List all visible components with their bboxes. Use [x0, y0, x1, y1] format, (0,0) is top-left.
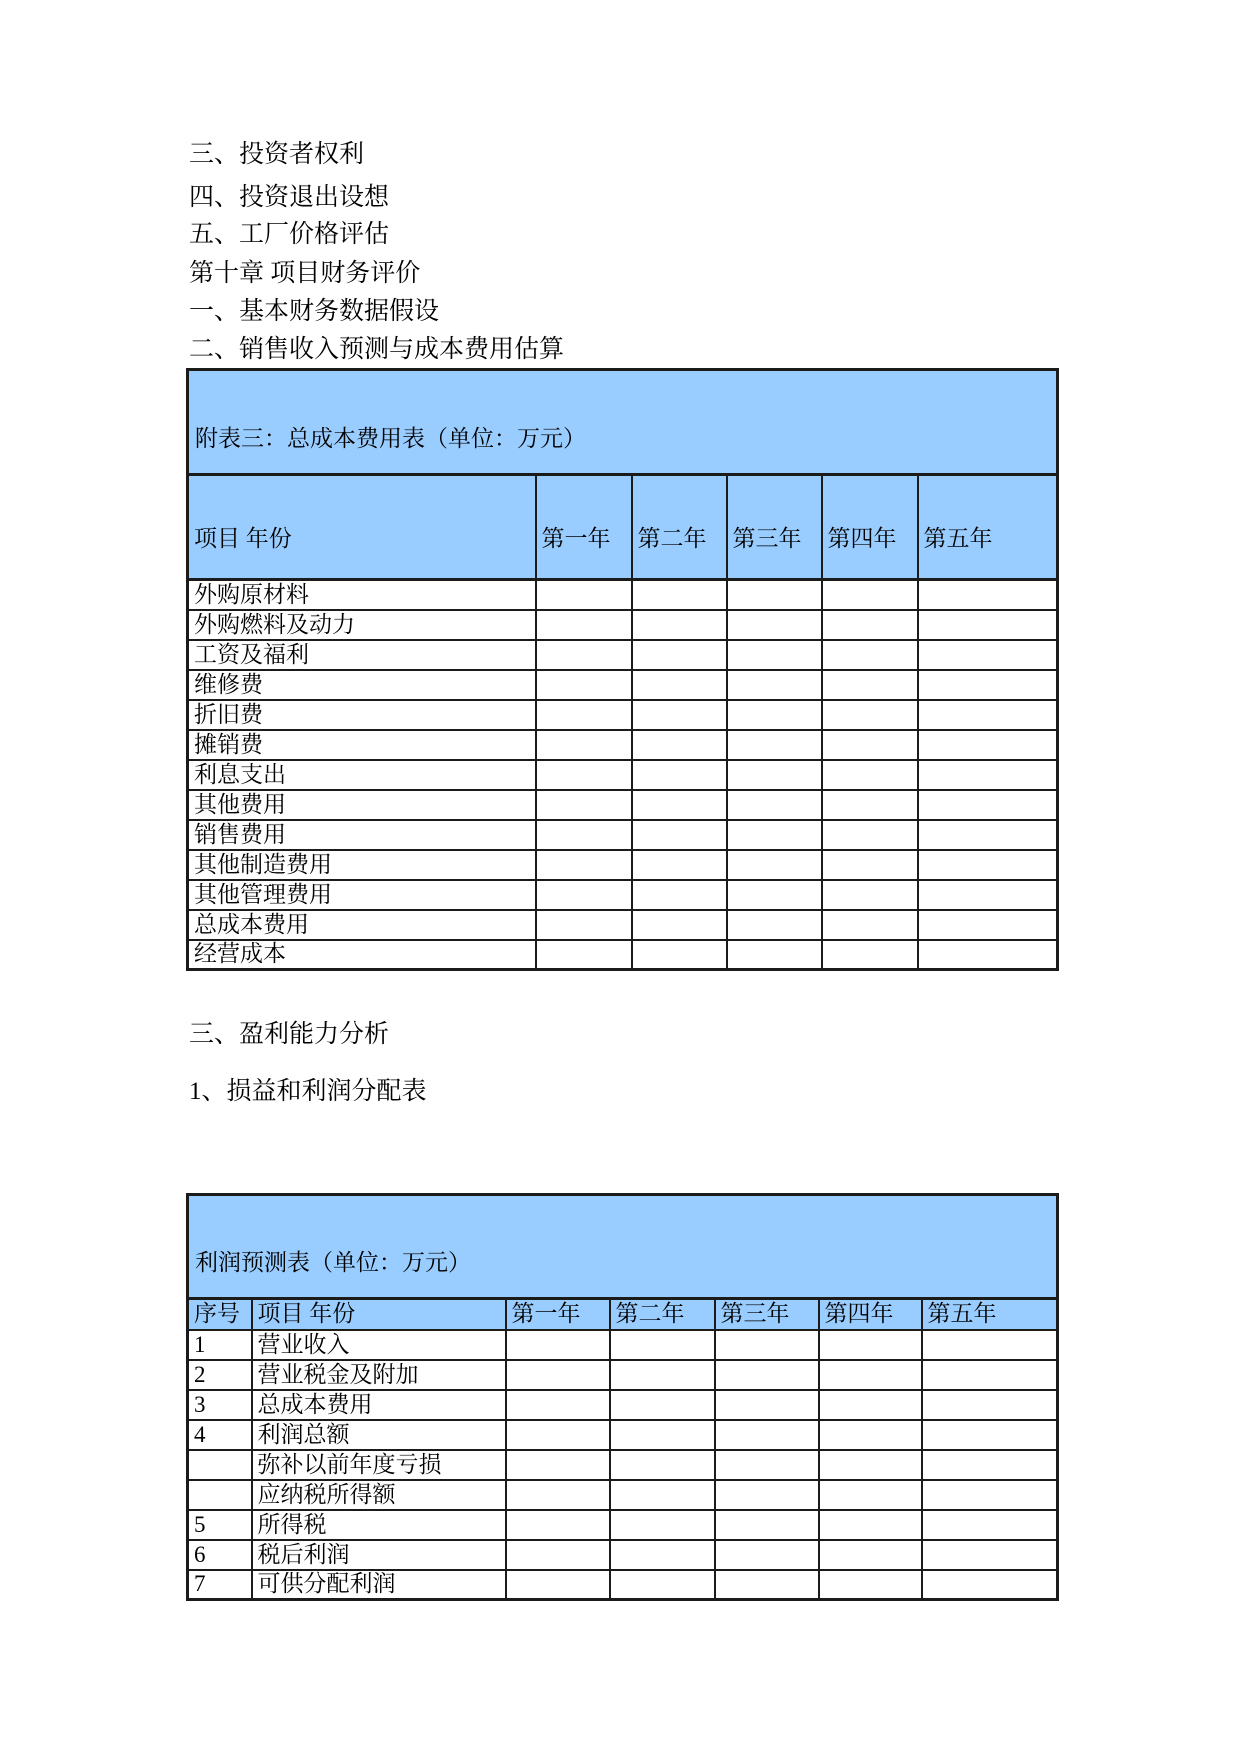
- value-cell: [632, 700, 727, 730]
- value-cell: [822, 790, 918, 820]
- heading-toc-investment-exit: 四、投资退出设想: [189, 184, 390, 211]
- table-title: 利润预测表（单位：万元）: [188, 1195, 1058, 1299]
- value-cell: [632, 850, 727, 880]
- value-cell: [715, 1450, 819, 1480]
- value-cell: [610, 1420, 715, 1450]
- heading-sales-forecast: 二、销售收入预测与成本费用估算: [189, 336, 565, 363]
- value-cell: [727, 760, 822, 790]
- value-cell: [506, 1390, 610, 1420]
- value-cell: [506, 1570, 610, 1600]
- value-cell: [819, 1570, 922, 1600]
- value-cell: [922, 1360, 1058, 1390]
- value-cell: [727, 640, 822, 670]
- table-row: [188, 940, 1058, 970]
- heading-basic-financial-data: 一、基本财务数据假设: [189, 298, 440, 325]
- table-row: [188, 1510, 1058, 1540]
- column-header: 第三年: [727, 475, 822, 580]
- value-cell: [918, 760, 1058, 790]
- table-row: [188, 670, 1058, 700]
- row-label: 营业税金及附加: [252, 1360, 506, 1390]
- table-row: [188, 1570, 1058, 1600]
- value-cell: [610, 1510, 715, 1540]
- row-label: 弥补以前年度亏损: [252, 1450, 506, 1480]
- value-cell: [822, 610, 918, 640]
- value-cell: [727, 940, 822, 970]
- value-cell: [918, 820, 1058, 850]
- table-row: [188, 1360, 1058, 1390]
- value-cell: [819, 1390, 922, 1420]
- value-cell: [918, 940, 1058, 970]
- table-row: [188, 1420, 1058, 1450]
- row-label: 其他制造费用: [188, 850, 536, 880]
- row-index: 3: [188, 1390, 252, 1420]
- value-cell: [536, 820, 632, 850]
- table-title-row: [188, 1195, 1058, 1299]
- value-cell: [715, 1540, 819, 1570]
- value-cell: [632, 940, 727, 970]
- row-index: 7: [188, 1570, 252, 1600]
- value-cell: [632, 880, 727, 910]
- value-cell: [610, 1540, 715, 1570]
- value-cell: [727, 670, 822, 700]
- row-label: 应纳税所得额: [252, 1480, 506, 1510]
- value-cell: [727, 610, 822, 640]
- value-cell: [715, 1360, 819, 1390]
- row-index: 6: [188, 1540, 252, 1570]
- column-header: 第四年: [822, 475, 918, 580]
- column-header: 第四年: [819, 1299, 922, 1330]
- row-label: 折旧费: [188, 700, 536, 730]
- value-cell: [918, 880, 1058, 910]
- row-label: 外购原材料: [188, 580, 536, 610]
- value-cell: [727, 850, 822, 880]
- row-index: 4: [188, 1420, 252, 1450]
- row-label: 利息支出: [188, 760, 536, 790]
- value-cell: [727, 880, 822, 910]
- row-index: 2: [188, 1360, 252, 1390]
- column-header: 第五年: [918, 475, 1058, 580]
- value-cell: [922, 1510, 1058, 1540]
- heading-toc-factory-price: 五、工厂价格评估: [189, 221, 390, 248]
- value-cell: [922, 1450, 1058, 1480]
- value-cell: [819, 1540, 922, 1570]
- table-row: [188, 700, 1058, 730]
- row-label: 利润总额: [252, 1420, 506, 1450]
- table-row: [188, 1450, 1058, 1480]
- value-cell: [918, 910, 1058, 940]
- value-cell: [918, 670, 1058, 700]
- value-cell: [727, 790, 822, 820]
- value-cell: [822, 940, 918, 970]
- row-label: 总成本费用: [188, 910, 536, 940]
- value-cell: [918, 580, 1058, 610]
- value-cell: [536, 730, 632, 760]
- value-cell: [922, 1420, 1058, 1450]
- value-cell: [715, 1330, 819, 1360]
- value-cell: [610, 1390, 715, 1420]
- row-index: [188, 1450, 252, 1480]
- table-row: [188, 730, 1058, 760]
- value-cell: [819, 1480, 922, 1510]
- value-cell: [506, 1330, 610, 1360]
- value-cell: [536, 580, 632, 610]
- value-cell: [715, 1480, 819, 1510]
- column-header: 第二年: [610, 1299, 715, 1330]
- value-cell: [822, 700, 918, 730]
- value-cell: [536, 670, 632, 700]
- value-cell: [822, 760, 918, 790]
- value-cell: [822, 730, 918, 760]
- value-cell: [727, 700, 822, 730]
- value-cell: [632, 910, 727, 940]
- value-cell: [822, 670, 918, 700]
- table-row: [188, 1480, 1058, 1510]
- value-cell: [632, 820, 727, 850]
- row-label: 其他费用: [188, 790, 536, 820]
- value-cell: [918, 850, 1058, 880]
- table-row: [188, 760, 1058, 790]
- value-cell: [922, 1390, 1058, 1420]
- value-cell: [922, 1480, 1058, 1510]
- value-cell: [536, 940, 632, 970]
- value-cell: [506, 1480, 610, 1510]
- row-label: 所得税: [252, 1510, 506, 1540]
- value-cell: [632, 580, 727, 610]
- value-cell: [918, 700, 1058, 730]
- row-label: 经营成本: [188, 940, 536, 970]
- value-cell: [506, 1420, 610, 1450]
- value-cell: [610, 1480, 715, 1510]
- table-row: [188, 1330, 1058, 1360]
- column-header: 第一年: [536, 475, 632, 580]
- value-cell: [819, 1360, 922, 1390]
- value-cell: [922, 1570, 1058, 1600]
- row-label: 税后利润: [252, 1540, 506, 1570]
- value-cell: [822, 850, 918, 880]
- value-cell: [632, 640, 727, 670]
- table-row: [188, 610, 1058, 640]
- value-cell: [822, 640, 918, 670]
- value-cell: [918, 640, 1058, 670]
- value-cell: [632, 670, 727, 700]
- table-row: [188, 820, 1058, 850]
- value-cell: [918, 610, 1058, 640]
- value-cell: [506, 1450, 610, 1480]
- table-row: [188, 880, 1058, 910]
- column-header: 第三年: [715, 1299, 819, 1330]
- table-row: [188, 1540, 1058, 1570]
- row-label: 销售费用: [188, 820, 536, 850]
- table-header-row: [188, 475, 1058, 580]
- row-label: 营业收入: [252, 1330, 506, 1360]
- value-cell: [822, 820, 918, 850]
- value-cell: [822, 580, 918, 610]
- column-header: 第五年: [922, 1299, 1058, 1330]
- table-row: [188, 1390, 1058, 1420]
- table-row: [188, 580, 1058, 610]
- value-cell: [632, 790, 727, 820]
- table-row: [188, 910, 1058, 940]
- value-cell: [922, 1330, 1058, 1360]
- value-cell: [610, 1330, 715, 1360]
- value-cell: [922, 1540, 1058, 1570]
- table-header-row: [188, 1299, 1058, 1330]
- row-label: 其他管理费用: [188, 880, 536, 910]
- table-row: [188, 790, 1058, 820]
- table-title-row: [188, 370, 1058, 475]
- value-cell: [610, 1570, 715, 1600]
- value-cell: [536, 910, 632, 940]
- value-cell: [506, 1360, 610, 1390]
- row-label: 维修费: [188, 670, 536, 700]
- total-cost-table: [186, 368, 1059, 971]
- value-cell: [632, 760, 727, 790]
- value-cell: [536, 610, 632, 640]
- heading-chapter-10: 第十章 项目财务评价: [189, 260, 421, 287]
- value-cell: [819, 1450, 922, 1480]
- heading-profit-distribution: 1、损益和利润分配表: [189, 1078, 427, 1105]
- heading-profitability-analysis: 三、盈利能力分析: [189, 1021, 390, 1048]
- value-cell: [822, 910, 918, 940]
- value-cell: [536, 880, 632, 910]
- row-label: 工资及福利: [188, 640, 536, 670]
- value-cell: [715, 1420, 819, 1450]
- value-cell: [536, 760, 632, 790]
- row-index: 5: [188, 1510, 252, 1540]
- value-cell: [727, 580, 822, 610]
- table-row: [188, 850, 1058, 880]
- value-cell: [918, 790, 1058, 820]
- value-cell: [715, 1390, 819, 1420]
- row-index: 1: [188, 1330, 252, 1360]
- row-label: 外购燃料及动力: [188, 610, 536, 640]
- value-cell: [819, 1510, 922, 1540]
- value-cell: [610, 1450, 715, 1480]
- value-cell: [632, 730, 727, 760]
- value-cell: [727, 910, 822, 940]
- value-cell: [506, 1510, 610, 1540]
- table-title: 附表三：总成本费用表（单位：万元）: [188, 370, 1058, 475]
- value-cell: [536, 790, 632, 820]
- value-cell: [727, 820, 822, 850]
- value-cell: [536, 850, 632, 880]
- profit-forecast-table: [186, 1193, 1059, 1601]
- column-header: 第一年: [506, 1299, 610, 1330]
- row-index: [188, 1480, 252, 1510]
- value-cell: [819, 1420, 922, 1450]
- row-label: 可供分配利润: [252, 1570, 506, 1600]
- value-cell: [610, 1360, 715, 1390]
- column-header: 项目 年份: [252, 1299, 506, 1330]
- column-header: 项目 年份: [188, 475, 536, 580]
- row-label: 摊销费: [188, 730, 536, 760]
- value-cell: [715, 1510, 819, 1540]
- value-cell: [536, 700, 632, 730]
- value-cell: [822, 880, 918, 910]
- column-header: 序号: [188, 1299, 252, 1330]
- value-cell: [715, 1570, 819, 1600]
- heading-toc-investor-rights: 三、投资者权利: [189, 141, 365, 168]
- table-row: [188, 640, 1058, 670]
- value-cell: [536, 640, 632, 670]
- value-cell: [632, 610, 727, 640]
- value-cell: [918, 730, 1058, 760]
- value-cell: [506, 1540, 610, 1570]
- value-cell: [819, 1330, 922, 1360]
- column-header: 第二年: [632, 475, 727, 580]
- row-label: 总成本费用: [252, 1390, 506, 1420]
- value-cell: [727, 730, 822, 760]
